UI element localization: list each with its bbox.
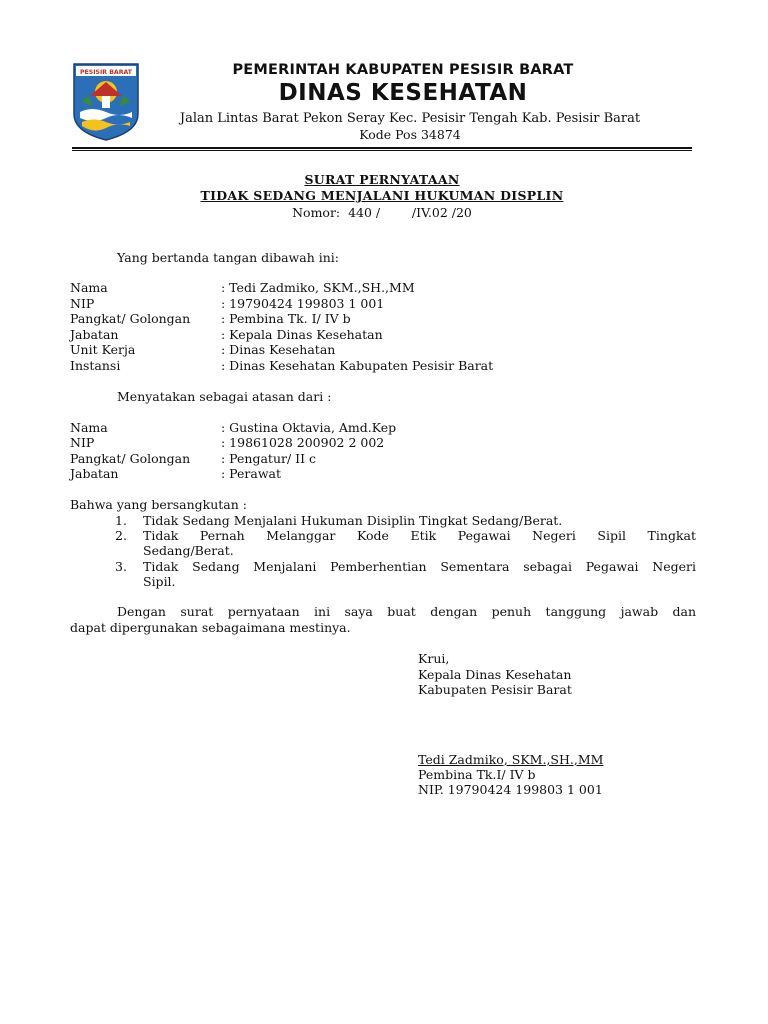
field-value: : 19790424 199803 1 001 bbox=[221, 296, 385, 311]
field-label: Nama bbox=[70, 280, 108, 295]
field-label: NIP bbox=[70, 296, 95, 311]
signature-position: Kepala Dinas Kesehatan bbox=[418, 667, 572, 682]
list-item: Tidak Sedang Menjalani Hukuman Disiplin Tingkat Sedang/Berat. bbox=[143, 513, 563, 528]
field-value: : Dinas Kesehatan bbox=[221, 342, 336, 357]
field-label: Pangkat/ Golongan bbox=[70, 451, 191, 466]
intro-text: Yang bertanda tangan dibawah ini: bbox=[117, 250, 339, 265]
field-label: Nama bbox=[70, 420, 108, 435]
field-label: Jabatan bbox=[70, 466, 119, 481]
letterhead-divider bbox=[72, 147, 692, 149]
list-item-number: 3. bbox=[115, 559, 127, 574]
list-item: Tidak Sedang Menjalani Pemberhentian Sementara sebagai Pegawai Negeri bbox=[143, 559, 696, 574]
list-item-continued: Sedang/Berat. bbox=[143, 543, 234, 558]
field-value: : Gustina Oktavia, Amd.Kep bbox=[221, 420, 397, 435]
field-value: : 19861028 200902 2 002 bbox=[221, 435, 385, 450]
field-value: : Pembina Tk. I/ IV b bbox=[221, 311, 351, 326]
document-title: SURAT PERNYATAAN bbox=[304, 172, 460, 187]
field-label: Instansi bbox=[70, 358, 121, 373]
signature-place: Krui, bbox=[418, 651, 450, 666]
field-value: : Tedi Zadmiko, SKM.,SH.,MM bbox=[221, 280, 415, 295]
list-item: Tidak Pernah Melanggar Kode Etik Pegawai Negeri Sipil Tingkat bbox=[143, 528, 696, 543]
postal-code: Kode Pos 34874 bbox=[359, 127, 461, 142]
supervisor-intro: Menyatakan sebagai atasan dari : bbox=[117, 389, 332, 404]
emblem-label: PESISIR BARAT bbox=[80, 69, 132, 76]
field-label: NIP bbox=[70, 435, 95, 450]
pesisir-barat-emblem-icon bbox=[72, 62, 140, 142]
field-label: Jabatan bbox=[70, 327, 119, 342]
document-subtitle: TIDAK SEDANG MENJALANI HUKUMAN DISPLIN bbox=[200, 188, 564, 203]
field-value: : Dinas Kesehatan Kabupaten Pesisir Barat bbox=[221, 358, 494, 373]
signatory-rank: Pembina Tk.I/ IV b bbox=[418, 767, 536, 782]
signatory-name: Tedi Zadmiko, SKM.,SH.,MM bbox=[418, 752, 604, 767]
closing-paragraph-continued: dapat dipergunakan sebagaimana mestinya. bbox=[70, 620, 351, 635]
signature-region: Kabupaten Pesisir Barat bbox=[418, 682, 572, 697]
field-value: : Pengatur/ II c bbox=[221, 451, 317, 466]
letterhead-divider-thin bbox=[72, 150, 692, 151]
field-value: : Perawat bbox=[221, 466, 282, 481]
closing-paragraph: Dengan surat pernyataan ini saya buat dengan penuh tanggung jawab dan bbox=[117, 604, 696, 619]
signatory-nip: NIP. 19790424 199803 1 001 bbox=[418, 782, 603, 797]
field-value: : Kepala Dinas Kesehatan bbox=[221, 327, 383, 342]
field-label: Pangkat/ Golongan bbox=[70, 311, 191, 326]
government-name: PEMERINTAH KABUPATEN PESISIR BARAT bbox=[232, 62, 574, 78]
statement-intro: Bahwa yang bersangkutan : bbox=[70, 497, 247, 512]
list-item-number: 2. bbox=[115, 528, 127, 543]
document-number: Nomor: 440 / /IV.02 /20 bbox=[292, 205, 472, 220]
field-label: Unit Kerja bbox=[70, 342, 136, 357]
department-address: Jalan Lintas Barat Pekon Seray Kec. Pesisir Tengah Kab. Pesisir Barat bbox=[179, 111, 641, 126]
department-name: DINAS KESEHATAN bbox=[278, 80, 528, 106]
list-item-continued: Sipil. bbox=[143, 574, 176, 589]
list-item-number: 1. bbox=[115, 513, 127, 528]
